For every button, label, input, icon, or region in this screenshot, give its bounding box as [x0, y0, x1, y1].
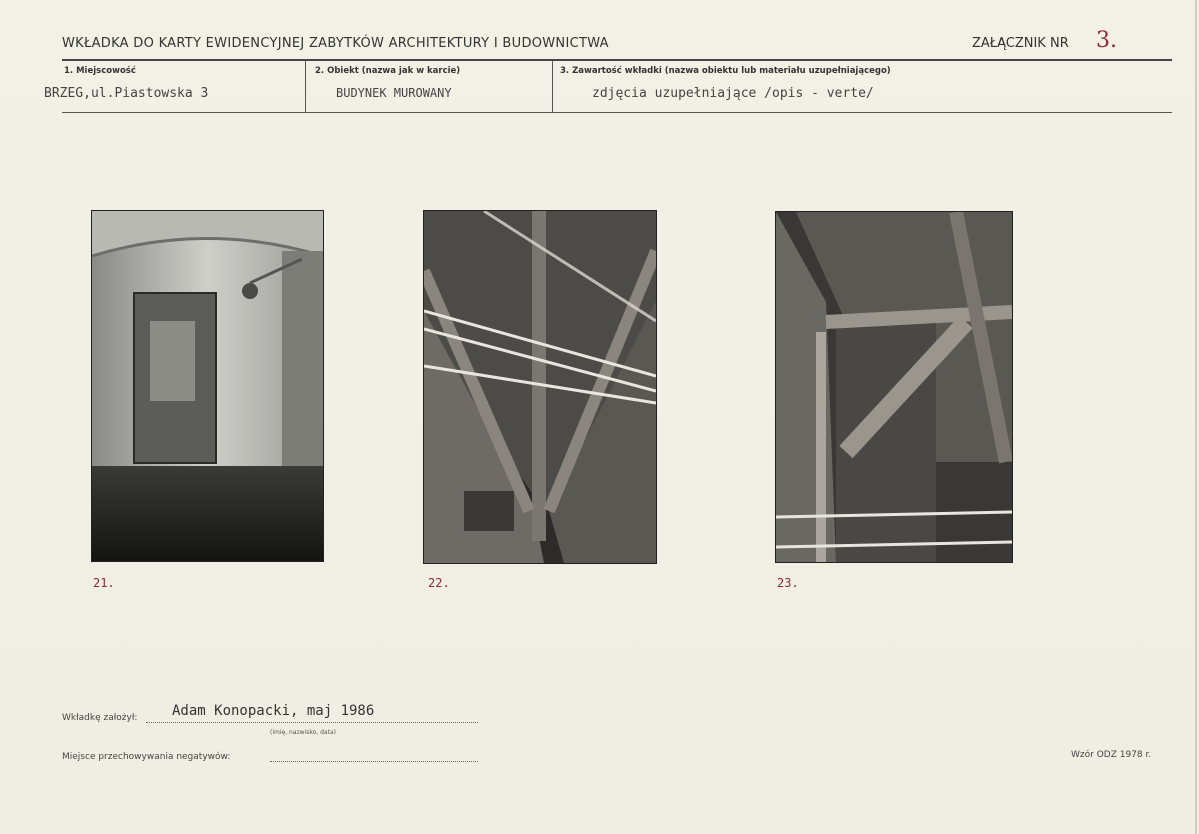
author-label: Wkładkę założył:	[62, 713, 138, 723]
page-edge	[1195, 0, 1197, 834]
author-hint: (imię, nazwisko, data)	[270, 729, 336, 736]
annex-label: ZAŁĄCZNIK NR	[972, 36, 1069, 51]
field-location-value: BRZEG,ul.Piastowska 3	[44, 86, 209, 101]
form-id: Wzór ODZ 1978 r.	[1071, 750, 1152, 760]
field-object-label: 2. Obiekt (nazwa jak w karcie)	[315, 66, 461, 76]
annex-number: 3.	[1096, 28, 1117, 53]
photo-basement-door	[91, 210, 324, 562]
field-location-label: 1. Miejscowość	[64, 66, 136, 76]
storage-line	[270, 761, 478, 762]
photo-number: 21.	[93, 576, 115, 590]
field-divider	[552, 60, 553, 112]
header-rule-top	[62, 59, 1172, 61]
storage-label: Miejsce przechowywania negatywów:	[62, 752, 231, 762]
photo-attic-beams	[775, 211, 1013, 563]
form-title: WKŁADKA DO KARTY EWIDENCYJNEJ ZABYTKÓW ARCHITEKTURY I BUDOWNICTWA	[62, 36, 609, 51]
field-contents-value: zdjęcia uzupełniające /opis - verte/	[592, 86, 874, 101]
field-divider	[305, 60, 306, 112]
photo-number: 22.	[428, 576, 450, 590]
photo-number: 23.	[777, 576, 799, 590]
field-contents-label: 3. Zawartość wkładki (nazwa obiektu lub materiału uzupełniającego)	[560, 66, 891, 76]
author-line	[146, 722, 478, 723]
photo-roof-rafters	[423, 210, 657, 564]
header-rule-bottom	[62, 112, 1172, 113]
author-value: Adam Konopacki, maj 1986	[172, 703, 375, 719]
field-object-value: BUDYNEK MUROWANY	[336, 86, 452, 100]
